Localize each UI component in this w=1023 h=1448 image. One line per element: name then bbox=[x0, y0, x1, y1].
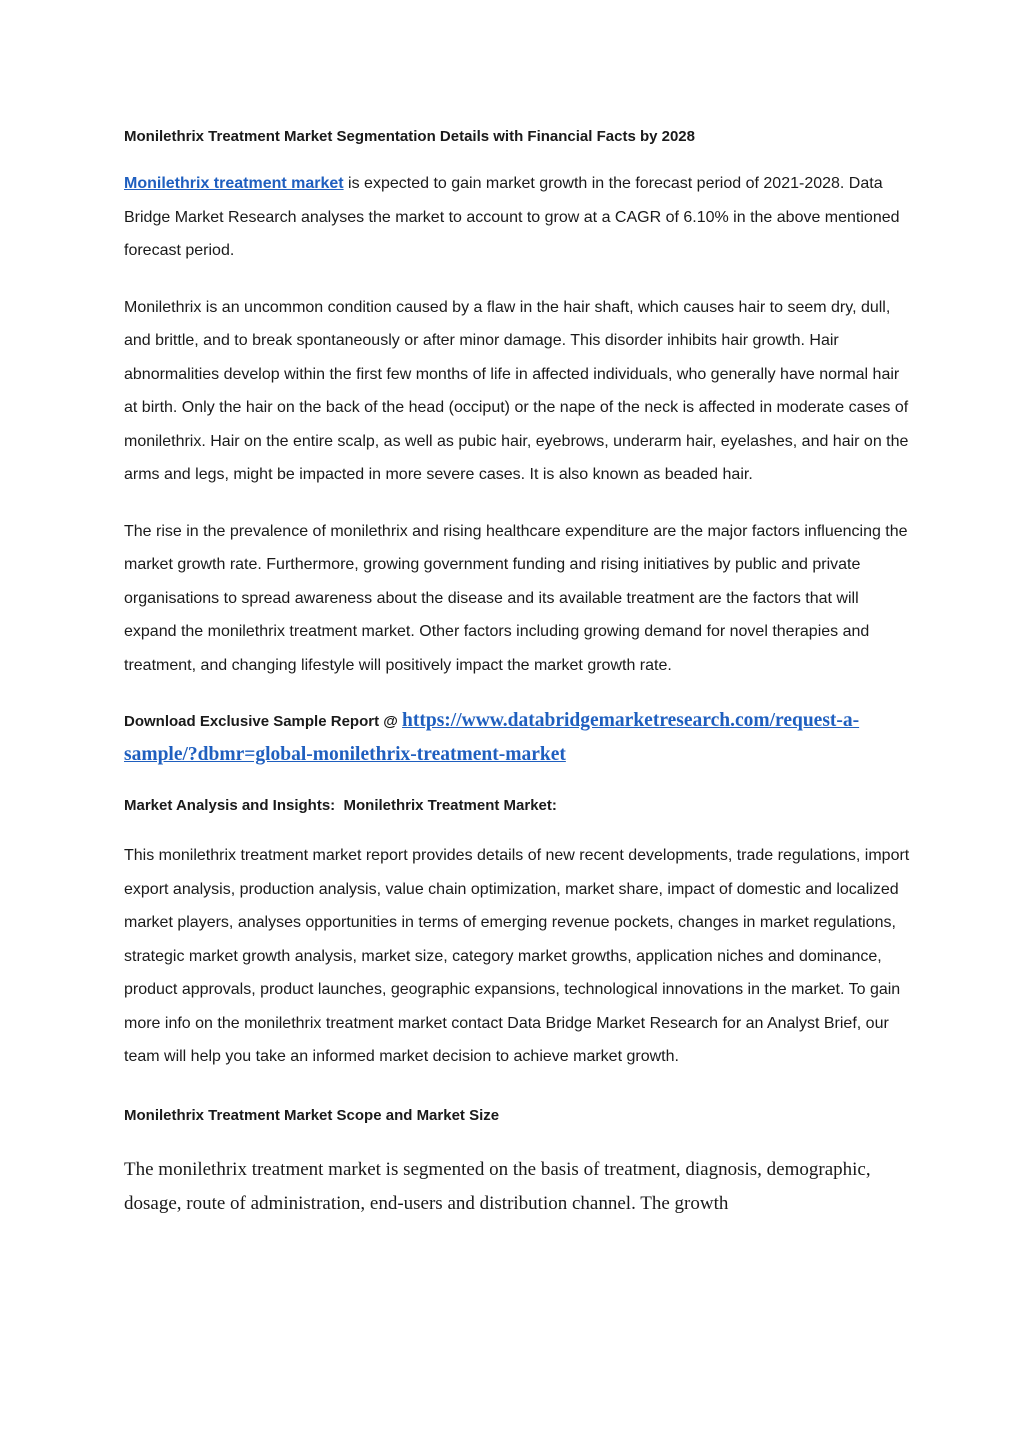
intro-paragraph bbox=[124, 167, 914, 268]
download-sample-line bbox=[124, 704, 914, 772]
page-title: Monilethrix Treatment Market Segmentation Details with Financial Facts by 2028 bbox=[124, 128, 695, 145]
growth-factors-paragraph: The rise in the prevalence of monilethrix and rising healthcare expenditure are the major factors influencing the market growth rate. Furthermore, growing government funding and rising initiatives by public and private organisations to spread awareness about the disease and its available treatment are the factors that will expand the monilethrix treatment market. Other factors including growing demand for novel therapies and treatment, and changing lifestyle will positively impact the market growth rate. bbox=[124, 522, 908, 674]
sample-report-link[interactable]: https://www.databridgemarketresearch.com/request-a-sample/?dbmr=global-monilethrix-treatment-market bbox=[124, 710, 860, 765]
scope-heading: Monilethrix Treatment Market Scope and Market Size bbox=[124, 1106, 500, 1124]
analysis-heading-prefix: Market Analysis and Insights: bbox=[124, 797, 344, 814]
scope-paragraph: The monilethrix treatment market is segmented on the basis of treatment, diagnosis, demographic, dosage, route of administration, end-users and distribution channel. The growth bbox=[124, 1158, 871, 1214]
description-paragraph: Monilethrix is an uncommon condition caused by a flaw in the hair shaft, which causes hair to seem dry, dull, and brittle, and to break spontaneously or after minor damage. This disorder inhibits hair growth. Hair abnormalities develop within the first few months of life in affected individuals, who generally have normal hair at birth. Only the hair on the back of the head (occiput) or the nape of the neck is affected in moderate cases of monilethrix. Hair on the entire scalp, as well as pubic hair, eyebrows, underarm hair, eyelashes, and hair on the arms and legs, might be impacted in more severe cases. It is also known as beaded hair. bbox=[124, 298, 909, 483]
analysis-heading-suffix: Monilethrix Treatment Market: bbox=[343, 797, 557, 814]
monilethrix-market-link[interactable]: Monilethrix treatment market bbox=[124, 175, 344, 192]
intro-text: is expected to gain market growth in the forecast period of 2021-2028. Data Bridge Market Research analyses the market to account to grow at a CAGR of 6.10% in the above mentioned forecast period. bbox=[124, 175, 900, 259]
document-content bbox=[124, 125, 914, 1221]
analysis-paragraph: This monilethrix treatment market report provides details of new recent developments, trade regulations, import export analysis, production analysis, value chain optimization, market share, impact of domestic and localized market players, analyses opportunities in terms of emerging revenue pockets, changes in market regulations, strategic market growth analysis, market size, category market growths, application niches and dominance, product approvals, product launches, geographic expansions, technological innovations in the market. To gain more info on the monilethrix treatment market contact Data Bridge Market Research for an Analyst Brief, our team will help you take an informed market decision to achieve market growth. bbox=[124, 847, 910, 1065]
download-label: Download Exclusive Sample Report @ bbox=[124, 713, 403, 730]
analysis-heading bbox=[124, 794, 914, 818]
